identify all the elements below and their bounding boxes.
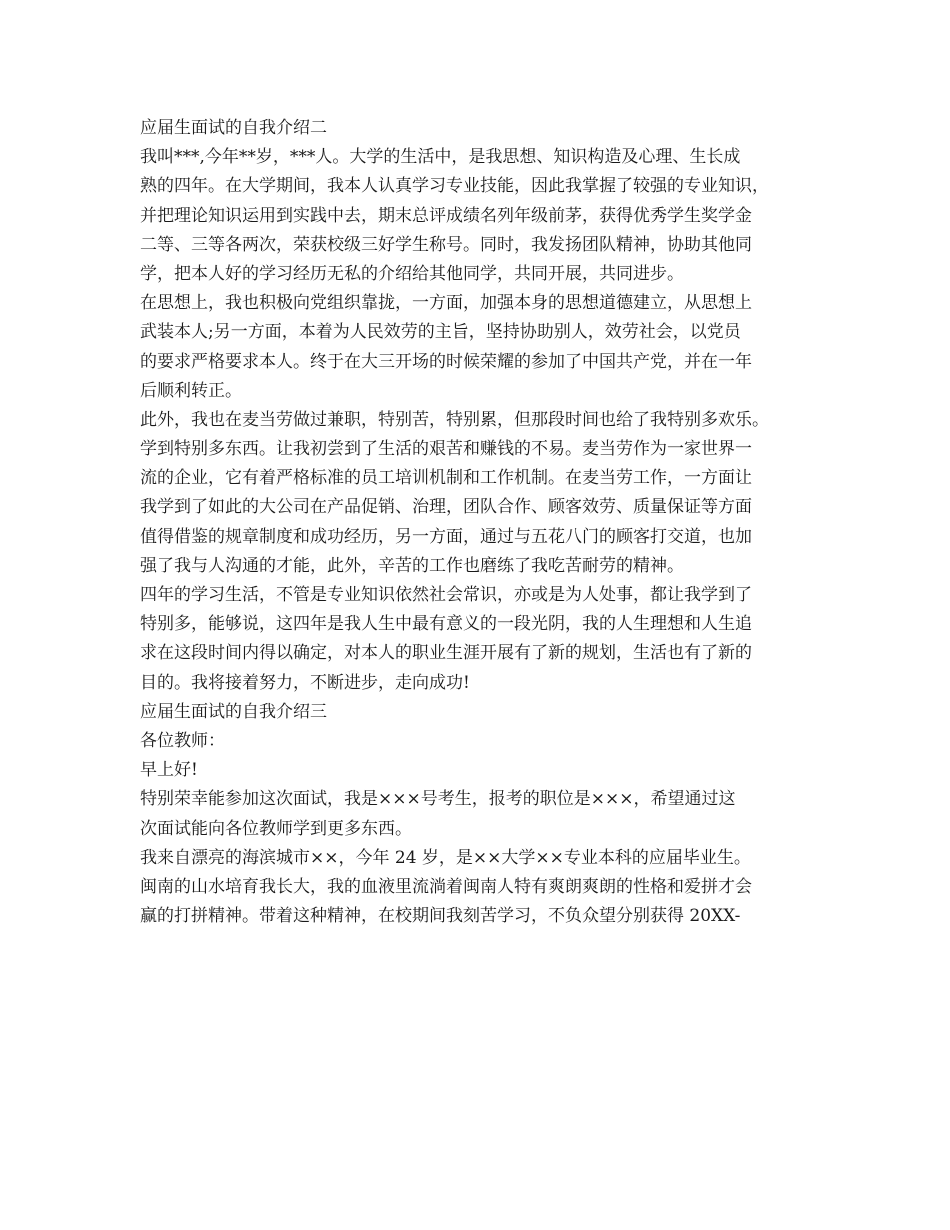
text-line: 特别多，能够说，这四年是我人生中最有意义的一段光阴，我的人生理想和人生追 [140, 614, 752, 635]
text-line: 熟的四年。在大学期间，我本人认真学习专业技能，因此我掌握了较强的专业知识， [140, 176, 769, 197]
text-line: 二等、三等各两次，荣获校级三好学生称号。同时，我发扬团队精神，协助其他同 [140, 234, 752, 255]
greeting: 早上好! [140, 760, 198, 781]
text-line: 值得借鉴的规章制度和成功经历，另一方面，通过与五花八门的顾客打交道，也加 [140, 526, 752, 547]
text-line: 的要求严格要求本人。终于在大三开场的时候荣耀的参加了中国共产党，并在一年 [140, 351, 752, 372]
text-line: 求在这段时间内得以确定，对本人的职业生涯开展有了新的规划，生活也有了新的 [140, 643, 752, 664]
text-line: 次面试能向各位教师学到更多东西。 [140, 818, 412, 839]
text-line: 四年的学习生活，不管是专业知识依然社会常识，亦或是为人处事，都让我学到了 [140, 585, 752, 605]
text-line: 强了我与人沟通的才能，此外，辛苦的工作也磨练了我吃苦耐劳的精神。 [140, 555, 684, 576]
salutation: 各位教师： [140, 730, 225, 751]
text-line: 目的。我将接着努力，不断进步，走向成功! [140, 672, 470, 693]
text-line: 闽南的山水培育我长大，我的血液里流淌着闽南人特有爽朗爽朗的性格和爱拼才会 [140, 876, 752, 897]
document-body [140, 114, 830, 931]
text-line: 我来自漂亮的海滨城市××，今年 24 岁，是××大学××专业本科的应届毕业生。 [140, 847, 751, 868]
text-line: 武装本人;另一方面，本着为人民效劳的主旨，坚持协助别人，效劳社会，以党员 [140, 322, 741, 343]
text-line: 流的企业，它有着严格标准的员工培训机制和工作机制。在麦当劳工作，一方面让 [140, 468, 752, 489]
text-line: 我叫***,今年**岁，***人。大学的生活中，是我思想、知识构造及心理、生长成 [140, 147, 741, 168]
text-line: 后顺利转正。 [140, 380, 242, 401]
text-line: 在思想上，我也积极向党组织靠拢，一方面，加强本身的思想道德建立，从思想上 [140, 293, 752, 314]
text-line: 学到特别多东西。让我初尝到了生活的艰苦和赚钱的不易。麦当劳作为一家世界一 [140, 439, 752, 460]
text-line: 赢的打拼精神。带着这种精神，在校期间我刻苦学习，不负众望分别获得 20XX- [140, 906, 741, 927]
text-line: 特别荣幸能参加这次面试，我是×××号考生，报考的职位是×××，希望通过这 [140, 789, 736, 810]
text-line: 此外，我也在麦当劳做过兼职，特别苦，特别累，但那段时间也给了我特别多欢乐。 [140, 409, 769, 430]
text-line: 并把理论知识运用到实践中去，期末总评成绩名列年级前茅，获得优秀学生奖学金 [140, 205, 752, 226]
text-line: 学，把本人好的学习经历无私的介绍给其他同学，共同开展，共同进步。 [140, 263, 684, 284]
section-title: 应届生面试的自我介绍二 [140, 118, 327, 138]
section-title: 应届生面试的自我介绍三 [140, 701, 327, 722]
text-line: 我学到了如此的大公司在产品促销、治理，团队合作、顾客效劳、质量保证等方面 [140, 497, 752, 518]
